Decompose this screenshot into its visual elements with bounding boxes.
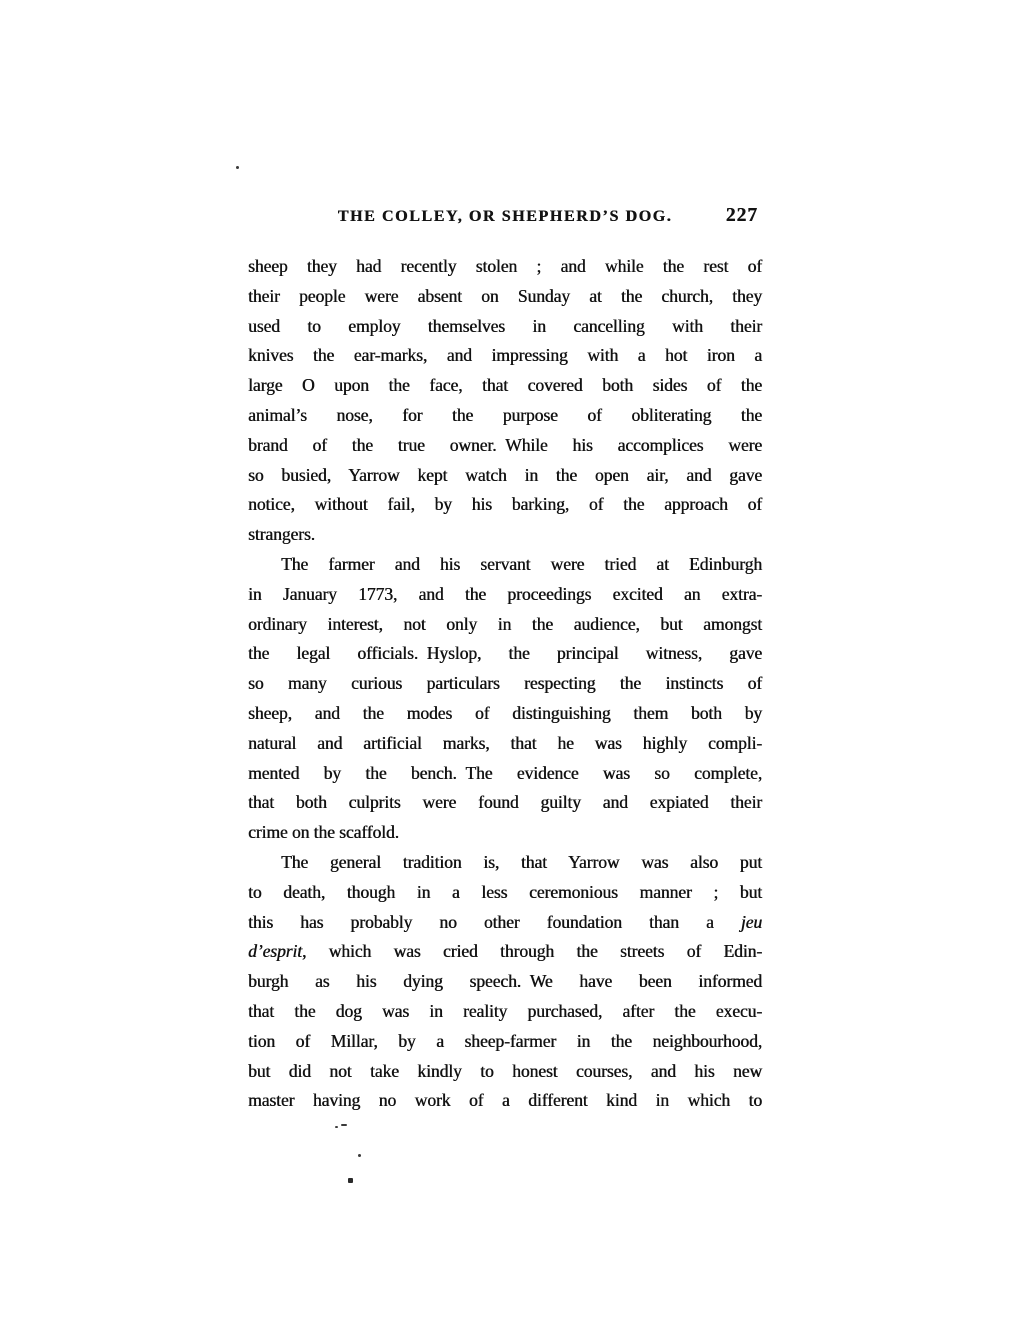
text-line — [248, 967, 762, 997]
text-segment: large O upon the face, that covered both sides of the — [248, 375, 762, 396]
text-line — [248, 788, 762, 818]
text-segment: the legal officials. Hyslop, the principal witness, gave — [248, 643, 762, 664]
text-line — [248, 699, 762, 729]
text-segment: The farmer and his servant were tried at Edinburgh — [281, 553, 762, 574]
text-line — [248, 252, 762, 282]
running-title: THE COLLEY, OR SHEPHERD’S DOG. — [337, 208, 673, 225]
scan-speck — [335, 1126, 338, 1128]
text-line — [248, 729, 762, 759]
text-segment: master having no work of a different kind in which to — [248, 1090, 762, 1111]
text-line — [248, 848, 762, 878]
text-segment: this has probably no other foundation than a — [248, 911, 741, 932]
text-segment: sheep, and the modes of distinguishing them both by — [248, 702, 762, 723]
body-text — [248, 252, 762, 1116]
scan-speck — [348, 1178, 353, 1183]
scan-speck — [341, 1124, 347, 1126]
text-line — [248, 431, 762, 461]
text-line — [248, 937, 762, 967]
text-line — [248, 520, 762, 550]
text-line — [248, 341, 762, 371]
text-line — [248, 878, 762, 908]
text-segment: ordinary interest, not only in the audience, but amongst — [248, 613, 762, 634]
text-line — [248, 669, 762, 699]
text-line — [248, 461, 762, 491]
text-segment: crime on the scaffold. — [248, 822, 399, 843]
text-segment: tion of Millar, by a sheep-farmer in the neighbourhood, — [248, 1030, 762, 1051]
text-line — [248, 1086, 762, 1116]
text-line — [248, 490, 762, 520]
text-segment: so busied, Yarrow kept watch in the open air, and gave — [248, 464, 762, 485]
text-segment: burgh as his dying speech. We have been informed — [248, 971, 762, 992]
text-segment: so many curious particulars respecting the instincts of — [248, 673, 762, 694]
text-line — [248, 401, 762, 431]
text-line — [248, 610, 762, 640]
text-line — [248, 908, 762, 938]
italic-text-segment: d’esprit, — [248, 941, 307, 962]
text-segment: strangers. — [248, 524, 315, 545]
text-line — [248, 282, 762, 312]
scan-speck — [236, 166, 239, 169]
text-segment: which was cried through the streets of Edin- — [306, 941, 762, 962]
text-line — [248, 1027, 762, 1057]
text-line — [248, 550, 762, 580]
text-line — [248, 818, 762, 848]
text-line — [248, 580, 762, 610]
page-number: 227 — [725, 205, 758, 226]
text-segment: notice, without fail, by his barking, of the approach of — [248, 494, 762, 515]
text-segment: The general tradition is, that Yarrow was also put — [281, 851, 762, 872]
text-segment: but did not take kindly to honest courses, and his new — [248, 1060, 762, 1081]
text-segment: brand of the true owner. While his accomplices were — [248, 434, 762, 455]
text-segment: that both culprits were found guilty and expiated their — [248, 792, 762, 813]
italic-text-segment: jeu — [740, 911, 762, 932]
text-line — [248, 1057, 762, 1087]
text-segment: animal’s nose, for the purpose of obliterating the — [248, 404, 762, 425]
text-segment: their people were absent on Sunday at the church, they — [248, 285, 762, 306]
text-segment: in January 1773, and the proceedings excited an extra- — [248, 583, 762, 604]
text-line — [248, 371, 762, 401]
text-line — [248, 759, 762, 789]
text-segment: mented by the bench. The evidence was so complete, — [248, 762, 762, 783]
text-segment: sheep they had recently stolen ; and while the rest of — [248, 256, 762, 276]
text-line — [248, 639, 762, 669]
text-segment: knives the ear-marks, and impressing with a hot iron a — [248, 345, 762, 366]
text-segment: used to employ themselves in cancelling with their — [248, 315, 762, 336]
scan-speck — [358, 1154, 361, 1157]
text-line — [248, 312, 762, 342]
text-line — [248, 997, 762, 1027]
text-segment: natural and artificial marks, that he was highly compli- — [248, 732, 762, 753]
text-segment: that the dog was in reality purchased, after the execu- — [248, 1000, 762, 1021]
page-header — [248, 205, 762, 234]
text-segment: to death, though in a less ceremonious manner ; but — [248, 881, 762, 902]
